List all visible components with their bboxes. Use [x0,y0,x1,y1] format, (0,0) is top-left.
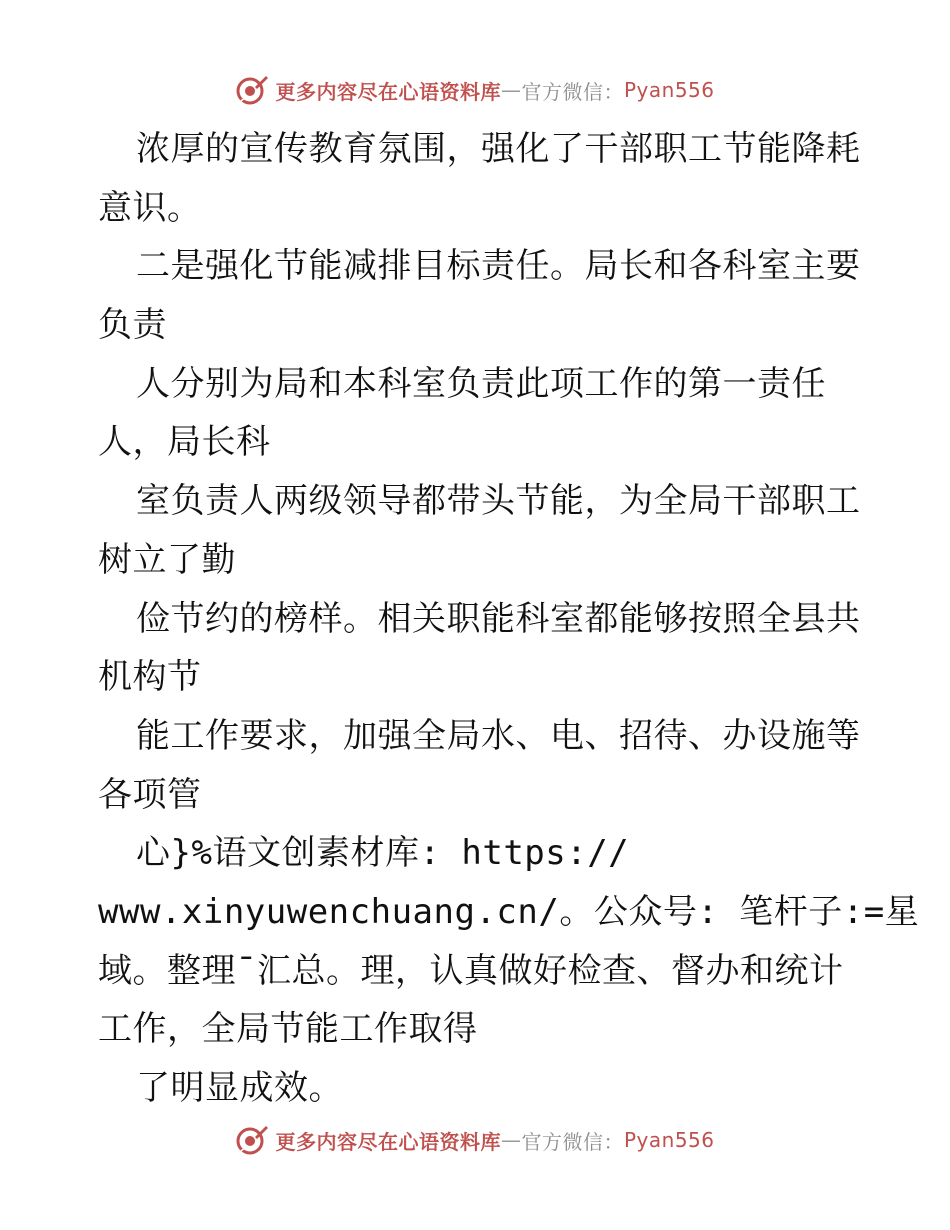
header-banner [0,70,950,110]
document-body [98,120,920,1118]
body-line: 人，局长科 [98,422,271,463]
body-line: 意识。 [98,187,202,228]
body-line: 心}%语文创素材库: https:// [136,833,630,874]
separator: — [500,78,522,102]
wechat-id: Pyan556 [623,1128,715,1152]
separator: — [500,1128,522,1152]
body-line: 人分别为局和本科室负责此项工作的第一责任 [136,363,826,404]
brush-logo-icon [235,1123,269,1157]
body-line: 负责 [98,305,167,346]
body-line: 机构节 [98,657,202,698]
body-line: 室负责人两级领导都带头节能，为全局干部职工 [136,481,861,522]
brush-logo-icon [235,73,269,107]
body-line: 浓厚的宣传教育氛围，强化了干部职工节能降耗 [136,129,861,169]
body-line: 了明显成效。 [136,1068,343,1108]
body-line: 树立了勤 [98,539,236,580]
body-line: 域。整理¯汇总。理，认真做好检查、督办和统计 [98,950,844,991]
wechat-id: Pyan556 [623,78,715,102]
promo-text: 更多内容尽在心语资料库 [275,79,501,104]
footer-banner [0,1120,950,1160]
body-line: 二是强化节能减排目标责任。局长和各科室主要 [136,246,861,287]
body-line: 俭节约的榜样。相关职能科室都能够按照全县共 [136,598,861,639]
body-line: www.xinyuwenchuang.cn/。公众号: 笔杆子:=星 [98,891,920,932]
body-line: 工作，全局节能工作取得 [98,1009,478,1050]
wechat-label: 官方微信： [521,79,624,104]
body-line: 各项管 [98,774,202,815]
wechat-label: 官方微信： [521,1129,624,1154]
body-line: 能工作要求，加强全局水、电、招待、办设施等 [136,715,861,756]
promo-text: 更多内容尽在心语资料库 [275,1129,501,1154]
